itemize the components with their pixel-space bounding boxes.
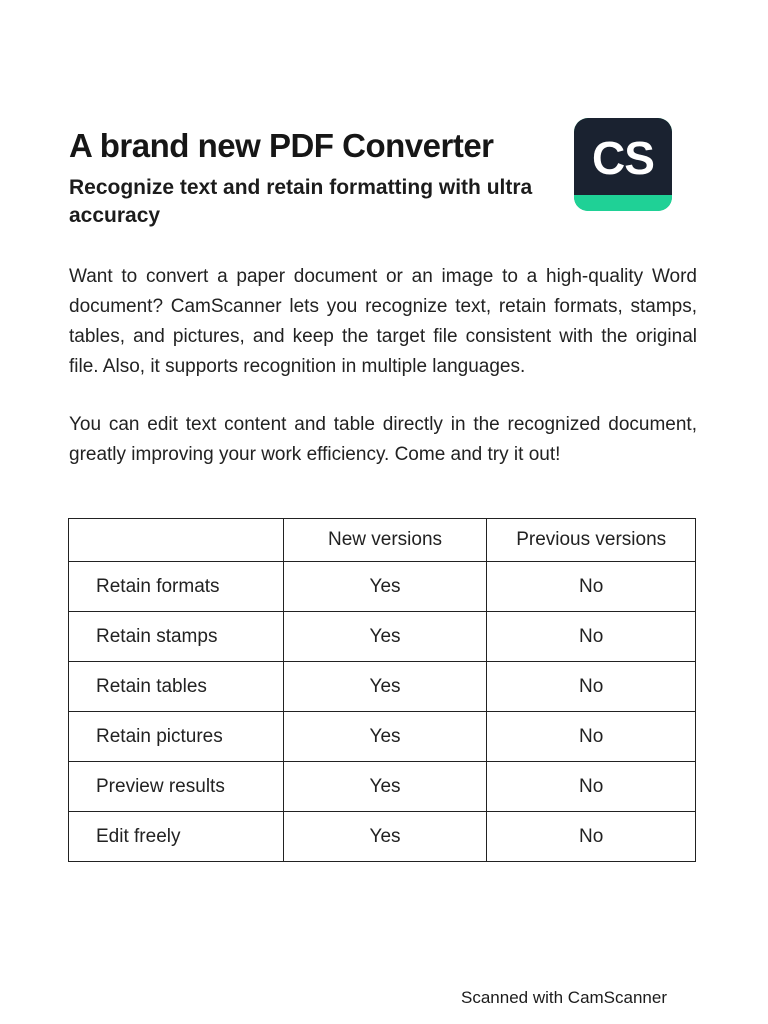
scanner-watermark: Scanned with CamScanner (461, 988, 668, 1007)
logo-bottom-stripe (574, 195, 672, 211)
header-cell-previous-versions: Previous versions (487, 519, 696, 562)
table-row (69, 762, 696, 812)
table-row (69, 712, 696, 762)
previous-version-cell: No (487, 662, 696, 712)
new-version-cell: Yes (283, 662, 487, 712)
new-version-cell: Yes (283, 562, 487, 612)
new-version-cell: Yes (283, 762, 487, 812)
edit-paragraph: You can edit text content and table directly in the recognized document, greatly improving your work efficiency. Come and try it out! (69, 414, 697, 465)
table-row (69, 812, 696, 862)
camscanner-logo (574, 118, 672, 211)
document-subtitle: Recognize text and retain formatting with ultra accuracy (69, 176, 533, 227)
comparison-table (68, 518, 696, 862)
header-cell-new-versions: New versions (283, 519, 487, 562)
table-row (69, 612, 696, 662)
header-cell-feature (69, 519, 284, 562)
previous-version-cell: No (487, 762, 696, 812)
previous-version-cell: No (487, 612, 696, 662)
previous-version-cell: No (487, 812, 696, 862)
document-header (69, 126, 569, 230)
feature-cell: Retain stamps (69, 612, 284, 662)
new-version-cell: Yes (283, 612, 487, 662)
new-version-cell: Yes (283, 712, 487, 762)
logo-lettering: CS (592, 132, 654, 184)
document-title: A brand new PDF Converter (69, 127, 494, 164)
table-header-row (69, 519, 696, 562)
table-row (69, 562, 696, 612)
feature-cell: Retain tables (69, 662, 284, 712)
previous-version-cell: No (487, 562, 696, 612)
feature-cell: Retain formats (69, 562, 284, 612)
new-version-cell: Yes (283, 812, 487, 862)
feature-cell: Edit freely (69, 812, 284, 862)
previous-version-cell: No (487, 712, 696, 762)
intro-paragraph: Want to convert a paper document or an image to a high-quality Word document? CamScanner lets you recognize text, retain formats, stamps, tables, and pictures, and keep the target file consistent with the original file. Also, it supports recognition in multiple languages. (69, 266, 697, 377)
table-row (69, 662, 696, 712)
feature-cell: Retain pictures (69, 712, 284, 762)
feature-cell: Preview results (69, 762, 284, 812)
